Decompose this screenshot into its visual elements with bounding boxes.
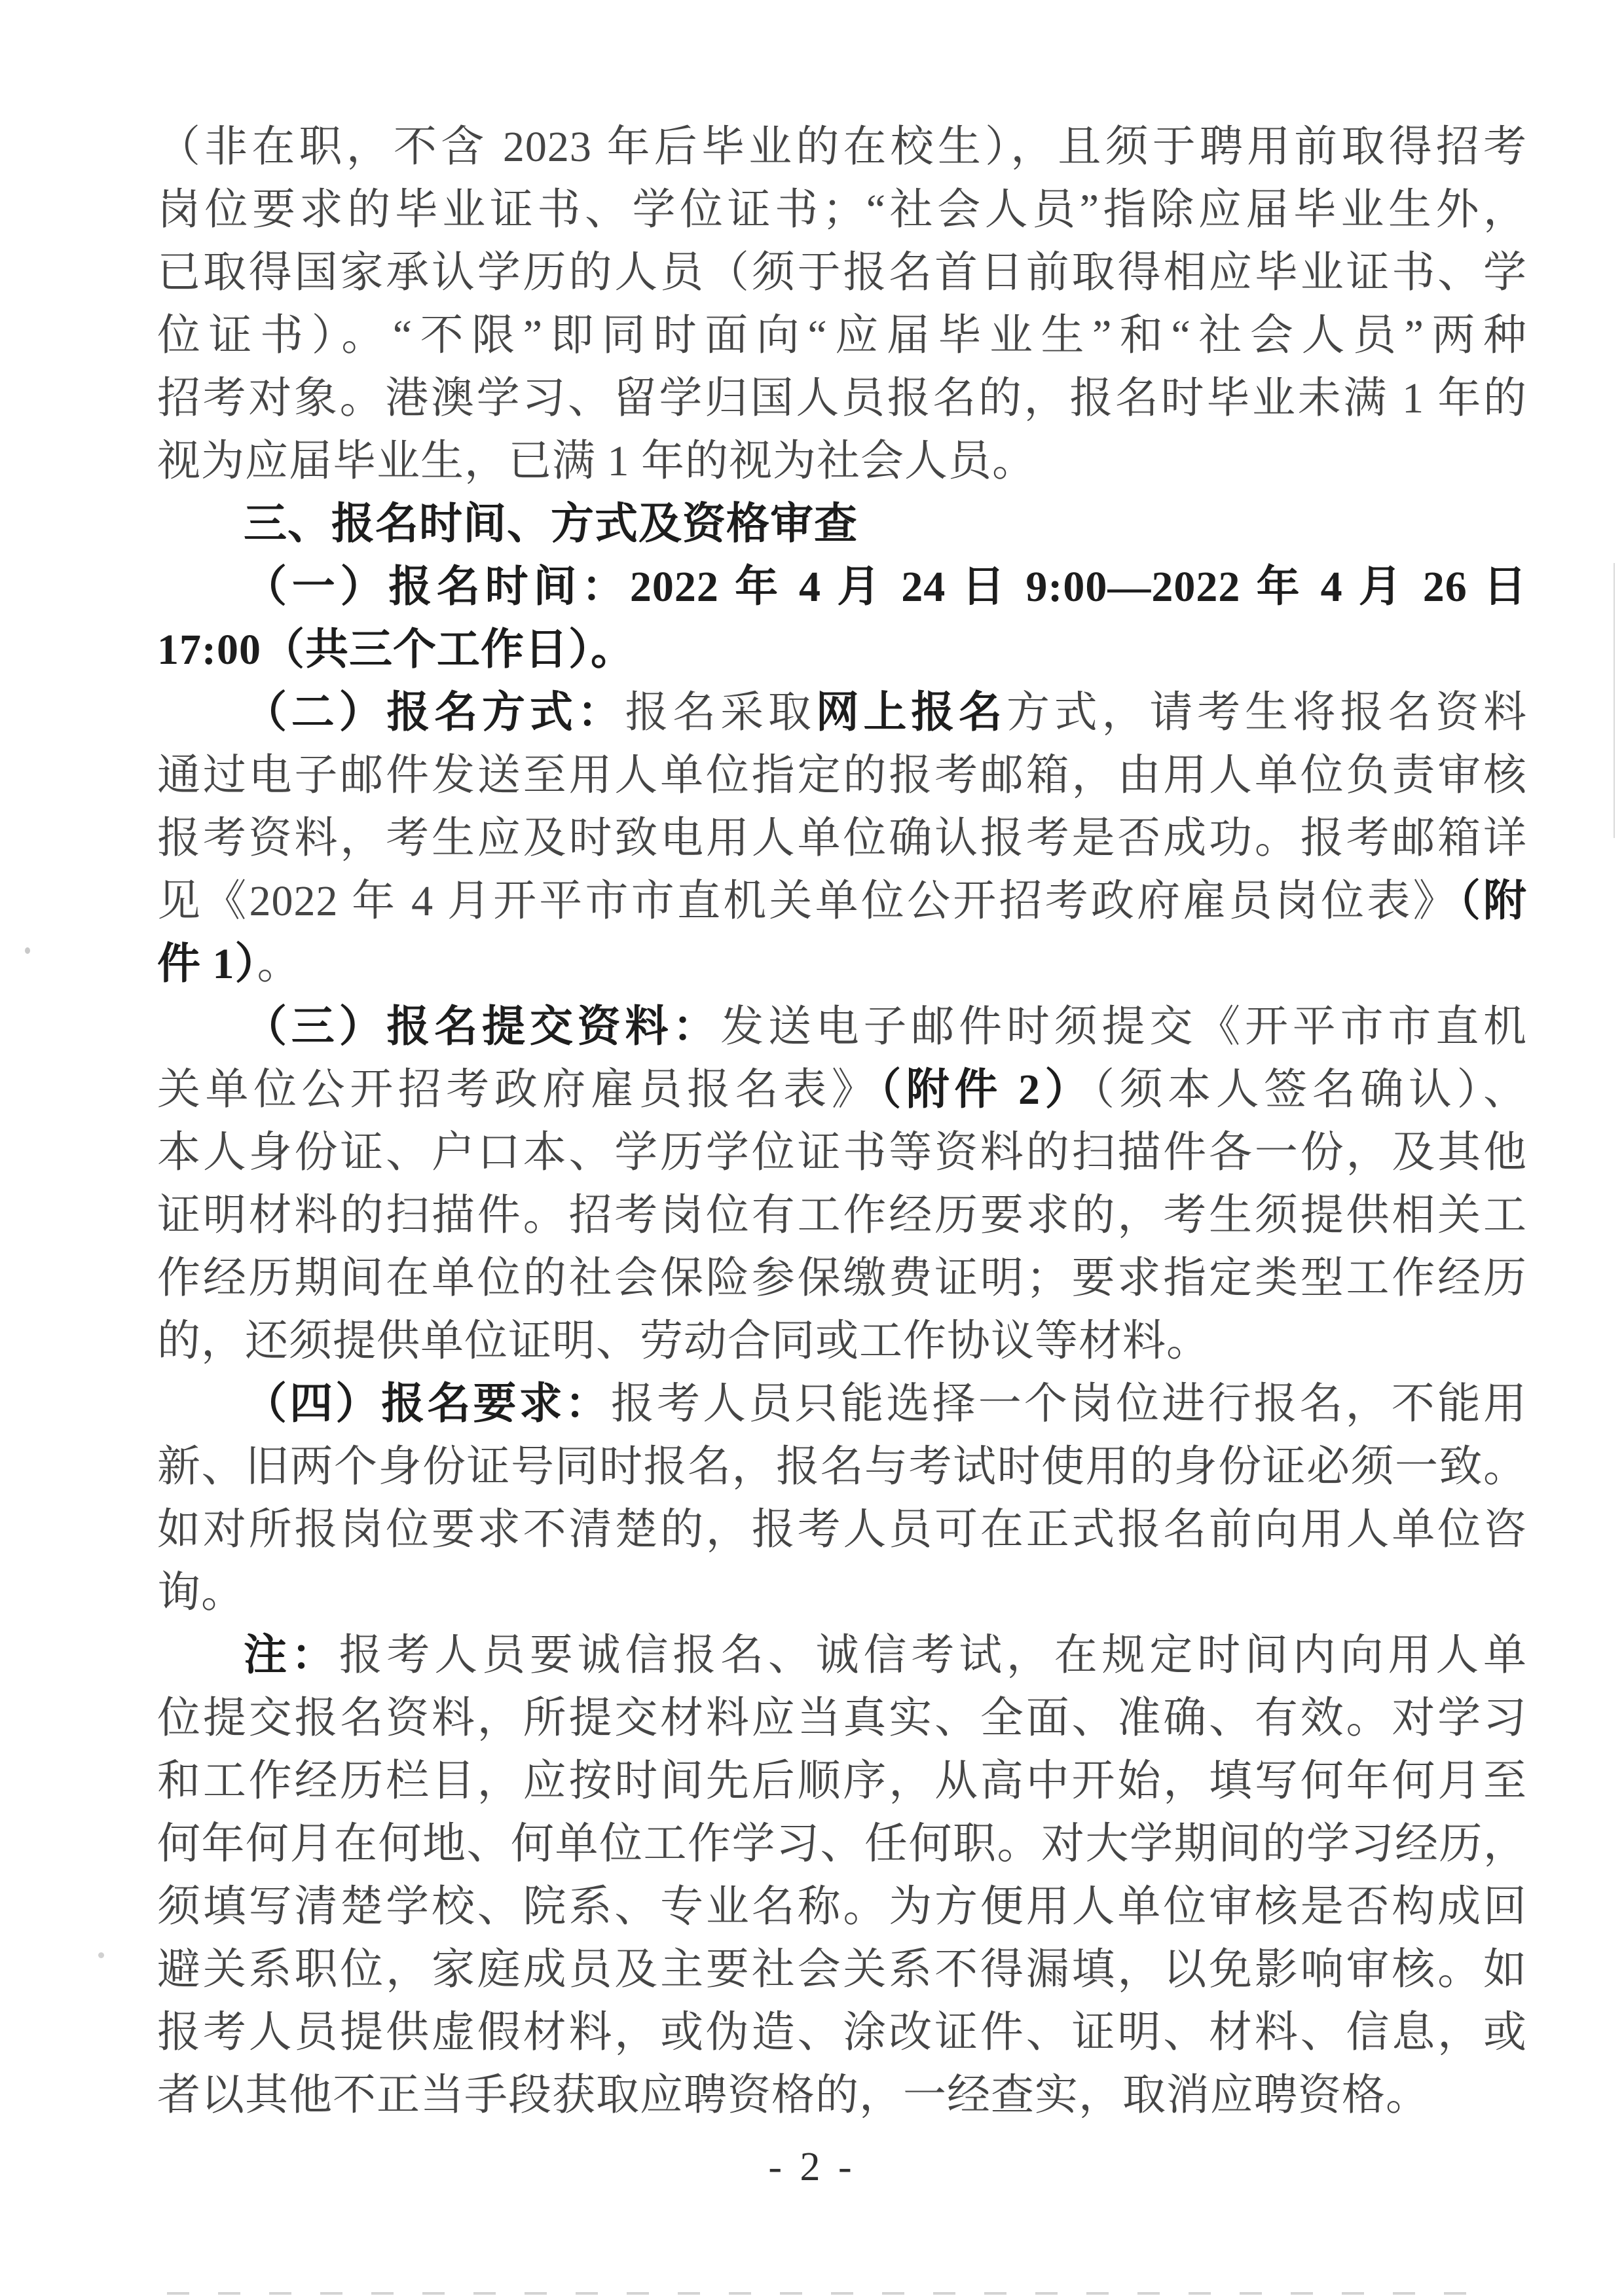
scan-artifact	[167, 2292, 1477, 2295]
text-line	[157, 1059, 1527, 1121]
text-line	[157, 744, 1527, 807]
text-run: 避关系职位，家庭成员及主要社会关系不得漏填，以免影响审核。如	[157, 1946, 1527, 1994]
page-number: - 2 -	[768, 2145, 856, 2189]
text-line	[157, 556, 1527, 619]
text-run: 位证书）。“不限”即同时面向“应届毕业生”和“社会人员”两种	[157, 312, 1527, 359]
text-run: 询。	[157, 1569, 245, 1616]
text-run: 关单位公开招考政府雇员报名表》	[157, 1066, 880, 1114]
text-run: 报考人员要诚信报名、诚信考试，在规定时间内向用人单	[339, 1631, 1528, 1679]
text-run: 招考对象。港澳学习、留学归国人员报名的，报名时毕业未满 1 年的	[157, 374, 1527, 422]
text-line	[157, 996, 1527, 1059]
text-line	[157, 116, 1527, 179]
text-run: 报考人员只能选择一个岗位进行报名，不能用	[610, 1380, 1528, 1428]
text-line	[157, 304, 1527, 367]
bold-text-run: （二）报名方式：	[244, 689, 625, 737]
text-line	[157, 367, 1527, 430]
text-line	[157, 619, 1527, 682]
document-text	[157, 116, 1527, 2127]
text-line	[157, 1624, 1527, 1687]
text-run: 如对所报岗位要求不清楚的，报考人员可在正式报名前向用人单位咨	[157, 1506, 1527, 1554]
text-line	[157, 1184, 1527, 1247]
text-line	[157, 1373, 1527, 1436]
bold-text-run: （三）报名提交资料：	[244, 1003, 721, 1051]
bold-text-run: （四）报名要求：	[244, 1380, 611, 1428]
bold-text-run: 注：	[244, 1631, 339, 1679]
para-signup-materials	[157, 996, 1527, 1373]
bold-text-run: 网上报名	[815, 689, 1006, 737]
text-run: 视为应届毕业生，已满 1 年的视为社会人员。	[157, 437, 1036, 485]
text-run: 须填写清楚学校、院系、专业名称。为方便用人单位审核是否构成回	[157, 1883, 1527, 1931]
bold-text-run: 三、报名时间、方式及资格审查	[244, 500, 858, 548]
text-line	[157, 1561, 1527, 1624]
text-run: 本人身份证、户口本、学历学位证书等资料的扫描件各一份，及其他	[157, 1129, 1527, 1176]
bold-text-run: 件 1）	[157, 940, 257, 988]
text-line	[157, 933, 1527, 996]
bold-text-run: 17:00（共三个工作日）。	[157, 626, 635, 674]
text-run: 报考资料，考生应及时致电用人单位确认报考是否成功。报考邮箱详	[157, 814, 1527, 862]
text-line	[157, 179, 1527, 242]
text-run: 报名采取	[625, 689, 816, 737]
text-line	[157, 1499, 1527, 1561]
bold-text-run: （附	[1458, 877, 1528, 925]
text-line	[157, 1876, 1527, 1939]
text-run: 通过电子邮件发送至用人单位指定的报考邮箱，由用人单位负责审核	[157, 752, 1527, 799]
text-line	[157, 807, 1527, 870]
text-run: 新、旧两个身份证号同时报名，报名与考试时使用的身份证必须一致。	[157, 1443, 1527, 1491]
scan-artifact	[25, 947, 30, 954]
para-continuation	[157, 116, 1527, 493]
text-run: 和工作经历栏目，应按时间先后顺序，从高中开始，填写何年何月至	[157, 1757, 1527, 1805]
text-run: （须本人签名确认）、	[1093, 1066, 1528, 1114]
text-run: 已取得国家承认学历的人员（须于报名首日前取得相应毕业证书、学	[157, 249, 1527, 297]
text-line	[157, 1310, 1527, 1373]
text-run: 。	[257, 940, 301, 988]
text-run: 方式，请考生将报名资料	[1006, 689, 1528, 737]
text-run: 发送电子邮件时须提交《开平市市直机	[720, 1003, 1528, 1051]
text-line	[157, 1687, 1527, 1750]
text-line	[157, 1750, 1527, 1813]
text-line	[157, 1436, 1527, 1499]
text-line	[157, 493, 1527, 556]
para-signup-time	[157, 556, 1527, 682]
text-line	[157, 2064, 1527, 2127]
text-run: 的，还须提供单位证明、劳动合同或工作协议等材料。	[157, 1317, 1210, 1365]
text-run: 位提交报名资料，所提交材料应当真实、全面、准确、有效。对学习	[157, 1694, 1527, 1742]
text-line	[157, 1247, 1527, 1310]
text-line	[157, 1813, 1527, 1876]
text-line	[157, 682, 1527, 744]
text-line	[157, 242, 1527, 304]
text-run: 证明材料的扫描件。招考岗位有工作经历要求的，考生须提供相关工	[157, 1192, 1527, 1239]
bold-text-run: （附件 2）	[879, 1066, 1094, 1114]
para-section-heading	[157, 493, 1527, 556]
para-signup-method	[157, 682, 1527, 996]
scan-artifact	[1614, 563, 1615, 838]
text-run: 岗位要求的毕业证书、学位证书；“社会人员”指除应届毕业生外，	[157, 186, 1527, 234]
text-run: 报考人员提供虚假材料，或伪造、涂改证件、证明、材料、信息，或	[157, 2009, 1527, 2056]
text-line	[157, 430, 1527, 493]
text-line	[157, 870, 1527, 933]
para-signup-requirements	[157, 1373, 1527, 1624]
text-line	[157, 2001, 1527, 2064]
text-run: 何年何月在何地、何单位工作学习、任何职。对大学期间的学习经历，	[157, 1820, 1527, 1868]
text-line	[157, 1939, 1527, 2001]
para-note	[157, 1624, 1527, 2127]
text-run: （非在职，不含 2023 年后毕业的在校生），且须于聘用前取得招考	[157, 123, 1527, 171]
text-run: 者以其他不正当手段获取应聘资格的，一经查实，取消应聘资格。	[157, 2071, 1430, 2119]
text-run: 见《2022 年 4 月开平市市直机关单位公开招考政府雇员岗位表》	[157, 877, 1459, 925]
scan-artifact	[98, 1952, 104, 1958]
text-run: 作经历期间在单位的社会保险参保缴费证明；要求指定类型工作经历	[157, 1254, 1527, 1302]
text-line	[157, 1121, 1527, 1184]
bold-text-run: （一）报名时间：2022 年 4 月 24 日 9:00—2022 年 4 月 26 日	[244, 563, 1527, 611]
